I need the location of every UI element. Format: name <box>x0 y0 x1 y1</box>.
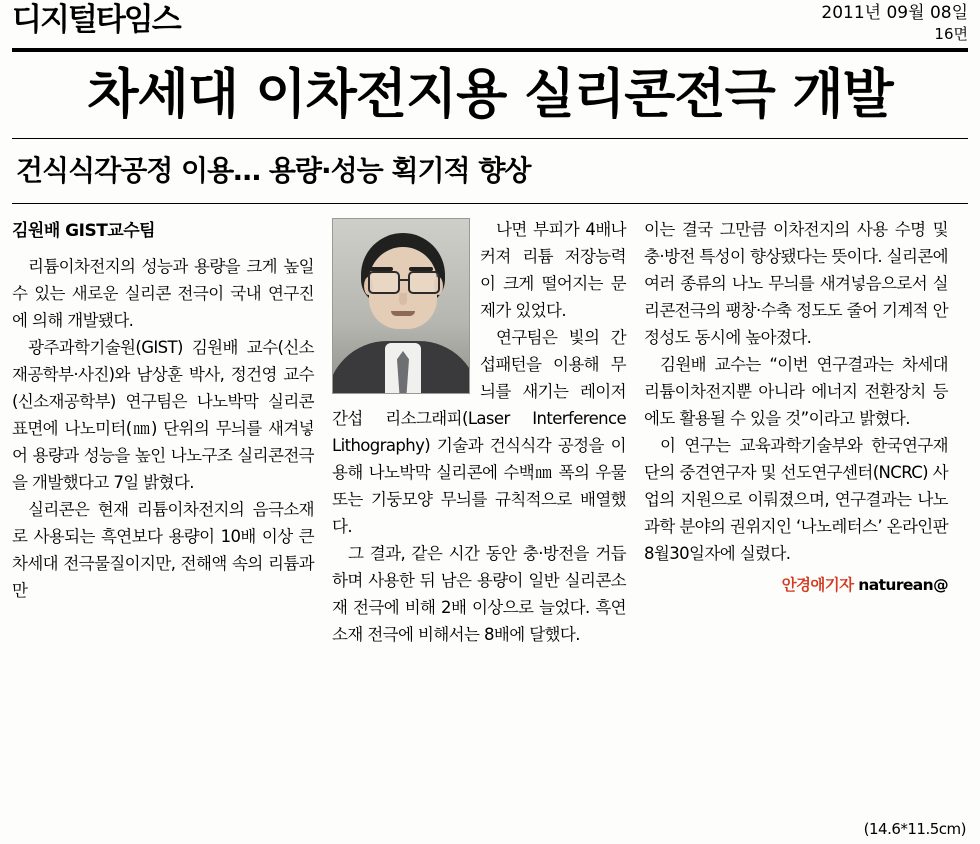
masthead-meta <box>821 0 968 45</box>
glasses-icon <box>366 271 440 291</box>
column-middle <box>324 216 636 786</box>
paragraph: 광주과학기술원(GIST) 김원배 교수(신소재공학부·사진)와 남상훈 박사, 정건영 교수(신소재공학부) 연구팀은 나노박막 실리콘 표면에 나노미터(㎚) 단위의 무늬를 새겨넣어 용량과 성능을 높인 나노구조 실리콘전극을 개발했다고 7일 밝혔다. <box>12 338 314 492</box>
portrait-photo <box>332 218 470 394</box>
paragraph: 김원배 교수는 “이번 연구결과는 차세대 리튬이차전지뿐 아니라 에너지 전환장치 등에도 활용될 수 있을 것”이라고 밝혔다. <box>644 355 948 428</box>
column-right <box>636 216 948 786</box>
paragraph: 나면 부피가 4배나 커져 리튬 저장능력이 크게 떨어지는 문제가 있었다. <box>480 220 626 320</box>
reporter-email: naturean@ <box>853 576 948 594</box>
size-footnote: (14.6*11.5cm) <box>863 820 966 838</box>
masthead <box>12 0 968 46</box>
reporter-credit <box>644 573 948 595</box>
byline: 김원배 GIST교수팀 <box>12 221 156 241</box>
masthead-logo: 디지털타임스 <box>12 2 180 38</box>
publication-date: 2011년 09월 08일 <box>821 3 968 23</box>
photo-image <box>332 218 470 394</box>
column-left <box>12 216 324 786</box>
page-number: 16면 <box>934 25 968 43</box>
paragraph: 연구팀은 빛의 간섭패턴을 이용해 무늬를 새기는 레이저 간섭 리소그래피(Laser Interference Lithography) 기술과 건식식각 공정을 이용해 나노박막 실리콘에 수백㎚ 폭의 우물 또는 기둥모양 무늬를 규칙적으로 배열했다. <box>332 328 626 536</box>
paragraph: 그 결과, 같은 시간 동안 충·방전을 거듭하며 사용한 뒤 남은 용량이 일반 실리콘소재 전극에 비해 2배 이상으로 늘었다. 흑연 소재 전극에 비해서는 8배에 달했다. <box>332 544 626 644</box>
reporter-name: 안경애기자 <box>781 576 854 594</box>
paragraph: 리튬이차전지의 성능과 용량을 크게 높일 수 있는 새로운 실리콘 전극이 국내 연구진에 의해 개발됐다. <box>12 257 314 330</box>
subheadline: 건식식각공정 이용… 용량·성능 획기적 향상 <box>16 154 531 187</box>
article-columns <box>12 204 968 786</box>
paragraph: 실리콘은 현재 리튬이차전지의 음극소재로 사용되는 흑연보다 용량이 10배 이상 큰 차세대 전극물질이지만, 전해액 속의 리튬과 만 <box>12 500 314 600</box>
headline: 차세대 이차전지용 실리콘전극 개발 <box>87 64 893 125</box>
paragraph: 이 연구는 교육과학기술부와 한국연구재단의 중견연구자 및 선도연구센터(NCRC) 사업의 지원으로 이뤄졌으며, 연구결과는 나노과학 분야의 권위지인 ‘나노레터스’ 온라인판 8월30일자에 실렸다. <box>644 436 948 563</box>
paragraph: 이는 결국 그만큼 이차전지의 사용 수명 및 충·방전 특성이 향상됐다는 뜻이다. 실리콘에 여러 종류의 나노 무늬를 새겨넣음으로서 실리콘전극의 팽창·수축 정도도 줄어 기계적 안정성도 동시에 높아졌다. <box>644 220 948 347</box>
